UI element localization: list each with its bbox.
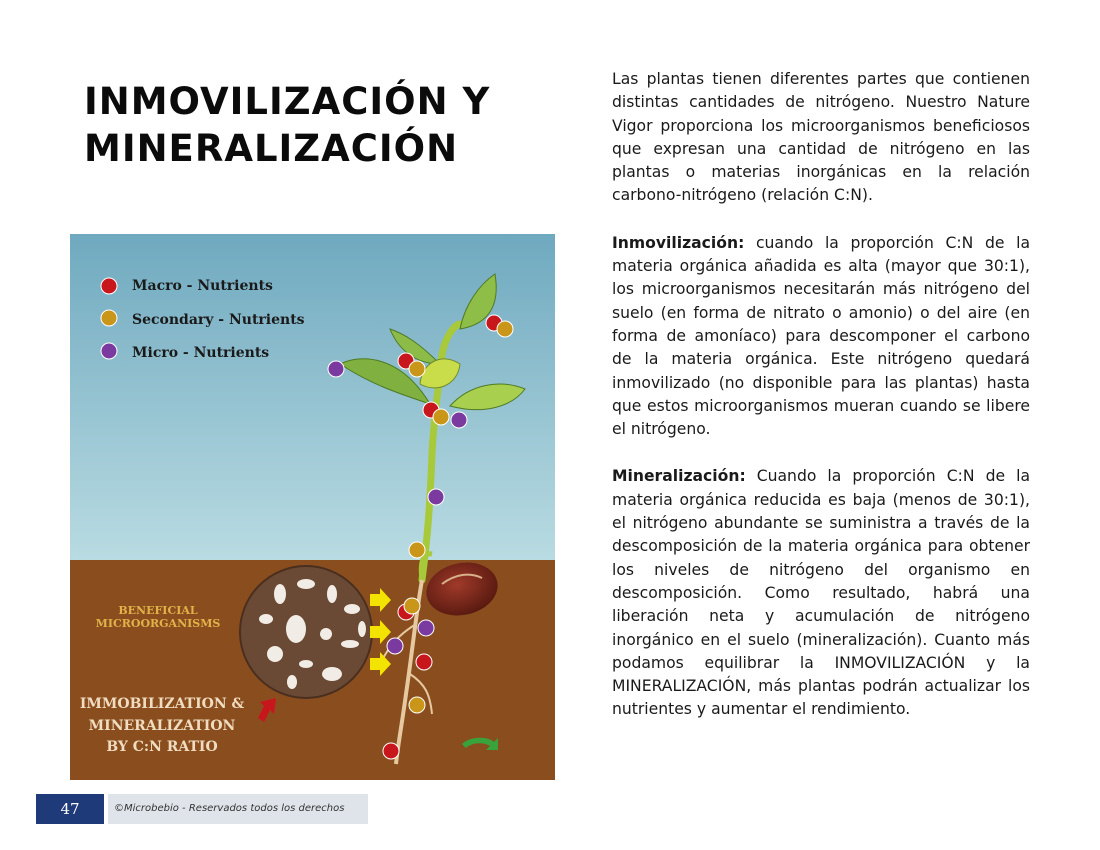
legend-micro-label: Micro - Nutrients	[132, 345, 270, 361]
micro-dot	[418, 620, 434, 636]
immobilization-heading: Inmovilización:	[612, 233, 745, 252]
micro-dot	[428, 489, 444, 505]
immobilization-paragraph	[612, 232, 1030, 442]
secondary-dot	[409, 697, 425, 713]
legend-secondary-label: Secondary - Nutrients	[132, 312, 305, 328]
body-text	[612, 68, 1030, 746]
legend-micro-dot	[101, 343, 117, 359]
page-title: INMOVILIZACIÓN Y MINERALIZACIÓN	[84, 80, 491, 170]
legend-macro-label: Macro - Nutrients	[132, 278, 273, 294]
macro-dot	[416, 654, 432, 670]
ratio-label-line1: IMMOBILIZATION &	[79, 696, 245, 712]
beneficial-label-line1: BENEFICIAL	[118, 604, 198, 617]
beneficial-label-line2: MICROORGANISMS	[95, 617, 221, 630]
mineralization-paragraph	[612, 465, 1030, 721]
micro-dot	[387, 638, 403, 654]
legend-secondary-dot	[101, 310, 117, 326]
secondary-dot	[497, 321, 513, 337]
immobilization-body: cuando la proporción C:N de la materia orgánica añadida es alta (mayor que 30:1), los microorganismos necesitarán más nitrógeno del suelo (en forma de nitrato o amonio) o del aire (en forma de amoníaco) para descomponer el carbono de la materia orgánica. Este nitrógeno quedará inmovilizado (no disponible para las plantas) hasta que estos microorganismos mueran cuando se libere el nitrógeno.	[612, 233, 1030, 439]
secondary-dot	[433, 409, 449, 425]
secondary-dot	[409, 542, 425, 558]
page-number: 47	[36, 794, 104, 824]
ratio-label-line3: BY C:N RATIO	[106, 739, 218, 755]
legend-macro-dot	[101, 278, 117, 294]
secondary-dot	[409, 361, 425, 377]
micro-dot	[328, 361, 344, 377]
illustration-svg	[70, 234, 555, 780]
nutrient-illustration	[70, 234, 555, 780]
macro-dot	[383, 743, 399, 759]
mineralization-body: Cuando la proporción C:N de la materia orgánica reducida es baja (menos de 30:1), el nitrógeno abundante se suministra a través de la descomposición de la materia orgánica para obtener los niveles de nitrógeno del organismo en descomposición. Como resultado, habrá una liberación neta y acumulación de nitrógeno inorgánico en el suelo (mineralización). Cuanto más podamos equilibrar la INMOVILIZACIÓN y la MINERALIZACIÓN, más plantas podrán actualizar los nutrientes y aumentar el rendimiento.	[612, 467, 1030, 719]
copyright-note: ©Microbebio - Reservados todos los derechos	[108, 794, 368, 824]
mineralization-heading: Mineralización:	[612, 467, 746, 486]
intro-paragraph: Las plantas tienen diferentes partes que contienen distintas cantidades de nitrógeno. Nuestro Nature Vigor proporciona los microorganismos beneficiosos que expresan una cantidad de nitrógeno en las plantas o materias inorgánicas en la relación carbono-nitrógeno (relación C:N).	[612, 70, 1030, 205]
micro-dot	[451, 412, 467, 428]
ratio-label-line2: MINERALIZATION	[88, 718, 236, 734]
secondary-dot	[404, 598, 420, 614]
